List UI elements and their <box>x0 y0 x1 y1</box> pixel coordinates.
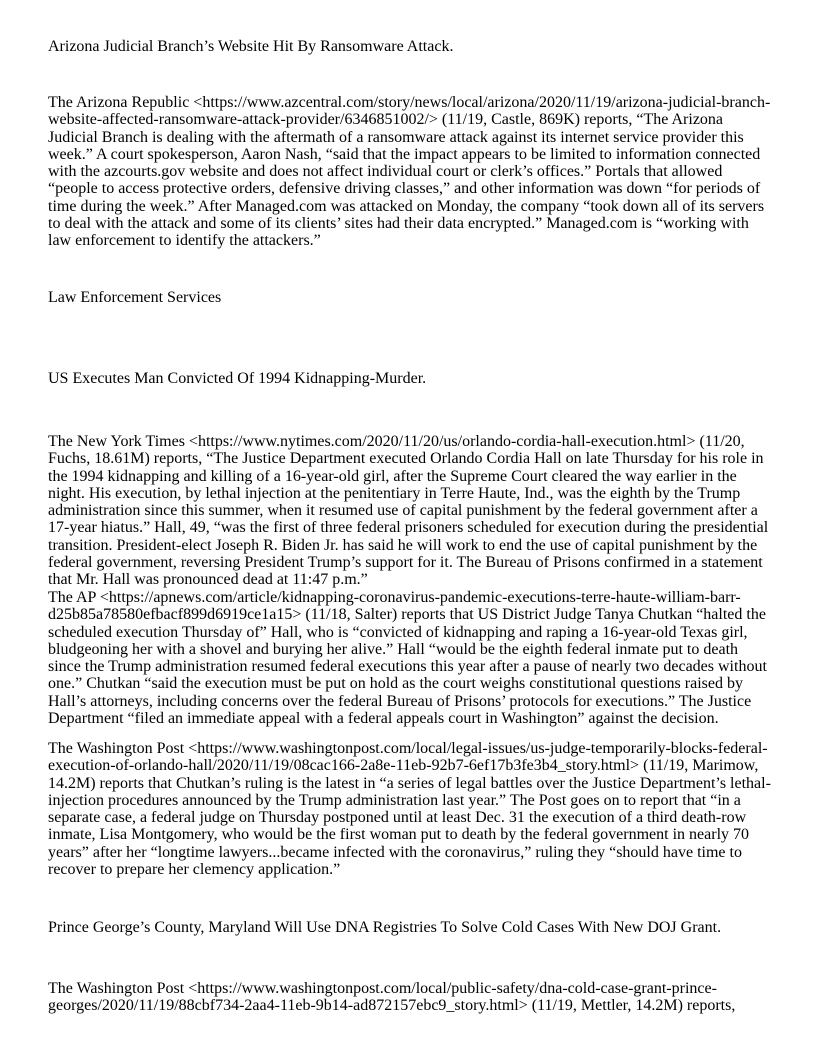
text-line: 17-year hiatus.” Hall, 49, “was the first of three federal prisoners scheduled for execution during the presidential <box>48 519 769 537</box>
section-heading-law-enforcement <box>48 289 221 306</box>
text-line: that Mr. Hall was pronounced dead at 11:47 p.m.” <box>48 571 368 589</box>
text-line: separate case, a federal judge on Thursday postponed until at least Dec. 31 the execution of a third death-row <box>48 809 747 827</box>
paragraph-ap <box>48 589 767 727</box>
paragraph-nyt <box>48 433 768 589</box>
text-line: with the azcourts.gov website and does not affect individual court or clerk’s offices.” Portals that allowed <box>48 163 723 181</box>
text-line: Arizona Judicial Branch’s Website Hit By Ransomware Attack. <box>48 38 454 55</box>
headline-prince-georges <box>48 919 721 936</box>
text-line: execution-of-orlando-hall/2020/11/19/08cac166-2a8e-11eb-92b7-6ef17b3fe3b4_story.html> (11/19, Marimow, <box>48 757 759 775</box>
text-line: administration since this summer, when it resumed use of capital punishment by the federal government after a <box>48 502 758 520</box>
paragraph-arizona-republic <box>48 94 770 250</box>
text-line: Department “filed an immediate appeal with a federal appeals court in Washington” against the decision. <box>48 710 719 728</box>
headline-arizona <box>48 38 453 55</box>
text-line: time during the week.” After Managed.com was attacked on Monday, the company “took down all of its servers <box>48 197 765 215</box>
text-line: website-affected-ransomware-attack-provider/6346851002/> (11/19, Castle, 869K) reports, “The Arizona <box>48 111 724 129</box>
text-line: “people to access protective orders, defensive driving classes,” and other information was down “for periods of <box>48 180 761 198</box>
text-line: Fuchs, 18.61M) reports, “The Justice Department executed Orlando Cordia Hall on late Thursday for his role in <box>48 450 764 468</box>
text-line: 14.2M) reports that Chutkan’s ruling is the latest in “a series of legal battles over the Justice Department’s lethal- <box>48 774 771 792</box>
text-line: Judicial Branch is dealing with the aftermath of a ransomware attack against its internet service provider this <box>48 128 744 146</box>
text-line: week.” A court spokesperson, Aaron Nash, “said that the impact appears to be limited to information connected <box>48 145 761 163</box>
text-line: d25b85a78580efbacf899d6919ce1a15> (11/18, Salter) reports that US District Judge Tanya Chutkan “halted the <box>48 606 766 624</box>
text-line: years” after her “longtime lawyers...became infected with the coronavirus,” ruling they “should have time to <box>48 843 742 861</box>
text-line: since the Trump administration resumed federal executions this year after a pause of nearly two decades without <box>48 658 767 676</box>
text-line: The Washington Post <https://www.washingtonpost.com/local/legal-issues/us-judge-temporarily-blocks-federal- <box>48 740 768 757</box>
text-line: Hall’s attorneys, including concerns over the federal Bureau of Prisons’ protocols for executions.” The Justice <box>48 692 752 710</box>
text-line: injection procedures announced by the Trump administration last year.” The Post goes on to report that “in a <box>48 791 741 809</box>
text-line: federal government, reversing President Trump’s support for it. The Bureau of Prisons confirmed in a statement <box>48 554 763 572</box>
text-line: Law Enforcement Services <box>48 289 222 306</box>
paragraph-washington-post-dna <box>48 980 735 1015</box>
text-line: transition. President-elect Joseph R. Biden Jr. has said he will work to end the use of capital punishment by the <box>48 536 758 554</box>
text-line: The Washington Post <https://www.washingtonpost.com/local/public-safety/dna-cold-case-grant-prince- <box>48 980 717 997</box>
text-line: The Arizona Republic <https://www.azcentral.com/story/news/local/arizona/2020/11/19/arizona-judicial-branch- <box>48 94 771 111</box>
text-line: to deal with the attack and some of its clients’ sites had their data encrypted.” Managed.com is “working with <box>48 215 749 233</box>
text-line: inmate, Lisa Montgomery, who would be the first woman put to death by the federal government in nearly 70 <box>48 826 750 844</box>
text-line: one.” Chutkan “said the execution must be put on hold as the court weighs constitutional questions raised by <box>48 675 743 693</box>
text-line: The AP <https://apnews.com/article/kidnapping-coronavirus-pandemic-executions-terre-haute-william-barr- <box>48 589 741 606</box>
headline-execution <box>48 370 426 387</box>
text-line: night. His execution, by lethal injection at the penitentiary in Terre Haute, Ind., was the eighth by the Trump <box>48 484 741 502</box>
paragraph-washington-post-hall <box>48 740 771 878</box>
text-line: the 1994 kidnapping and killing of a 16-year-old girl, after the Supreme Court cleared the way earlier in the <box>48 467 737 485</box>
text-line: bludgeoning her with a shovel and burying her alive.” Hall “would be the eighth federal inmate put to death <box>48 640 739 658</box>
text-line: US Executes Man Convicted Of 1994 Kidnapping-Murder. <box>48 370 427 387</box>
text-line: georges/2020/11/19/88cbf734-2aa4-11eb-9b14-ad872157ebc9_story.html> (11/19, Mettler, 14.2M) reports, <box>48 997 736 1015</box>
text-line: The New York Times <https://www.nytimes.com/2020/11/20/us/orlando-cordia-hall-execution.html> (11/20, <box>48 433 745 450</box>
text-line: recover to prepare her clemency application.” <box>48 861 341 879</box>
text-line: Prince George’s County, Maryland Will Use DNA Registries To Solve Cold Cases With New DOJ Grant. <box>48 919 722 936</box>
text-line: law enforcement to identify the attackers.” <box>48 232 321 250</box>
text-line: scheduled execution Thursday of” Hall, who is “convicted of kidnapping and raping a 16-year-old Texas girl, <box>48 623 748 641</box>
